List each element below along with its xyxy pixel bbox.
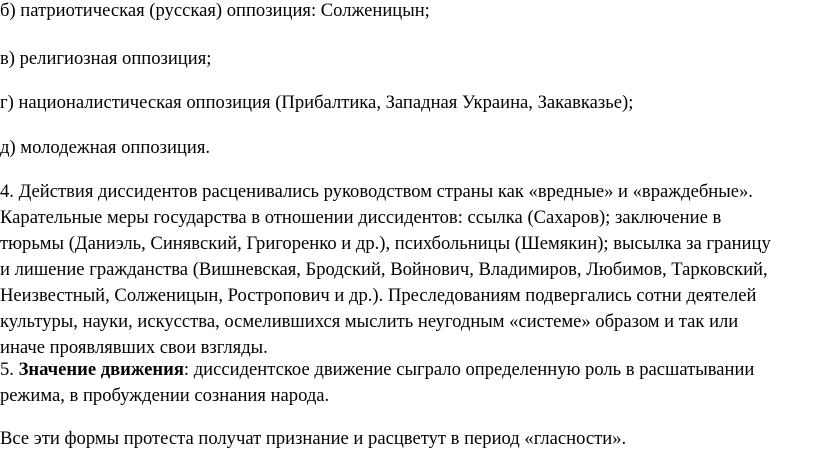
list-item-v: в) религиозная оппозиция; xyxy=(0,48,212,69)
list-item-g: г) националистическая оппозиция (Прибалтика, Западная Украина, Закавказье); xyxy=(0,92,634,113)
paragraph-4-line: 4. Действия диссидентов расценивались руководством страны как «вредные» и «враждебные». xyxy=(0,181,753,202)
closing-paragraph: Все эти формы протеста получат признание и расцветут в период «гласности». xyxy=(0,428,627,449)
paragraph-4-line: иначе проявлявших свои взгляды. xyxy=(0,337,268,358)
list-item-d: д) молодежная оппозиция. xyxy=(0,137,211,158)
paragraph-5-number: 5. xyxy=(0,359,19,380)
paragraph-4-line: культуры, науки, искусства, осмелившихся мыслить неугодным «системе» образом и так или xyxy=(0,311,739,332)
paragraph-5-bold-term: Значение движения xyxy=(18,359,184,380)
list-item-b: б) патриотическая (русская) оппозиция: Солженицын; xyxy=(0,0,430,21)
paragraph-4-line: тюрьмы (Даниэль, Синявский, Григоренко и др.), психбольницы (Шемякин); высылка за границу xyxy=(0,233,771,254)
paragraph-4-line: Неизвестный, Солженицын, Ростропович и др.). Преследованиям подвергались сотни деятелей xyxy=(0,285,757,306)
paragraph-5-line-2: режима, в пробуждении сознания народа. xyxy=(0,385,330,406)
paragraph-4 xyxy=(0,179,806,361)
paragraph-4-line: и лишение гражданства (Вишневская, Бродский, Войнович, Владимиров, Любимов, Тарковский, xyxy=(0,259,768,280)
paragraph-5-text: : диссидентское движение сыграло определенную роль в расшатывании xyxy=(183,359,755,380)
paragraph-5-line-1 xyxy=(0,357,806,383)
paragraph-5 xyxy=(0,357,806,409)
paragraph-4-line: Карательные меры государства в отношении диссидентов: ссылка (Сахаров); заключение в xyxy=(0,207,722,228)
